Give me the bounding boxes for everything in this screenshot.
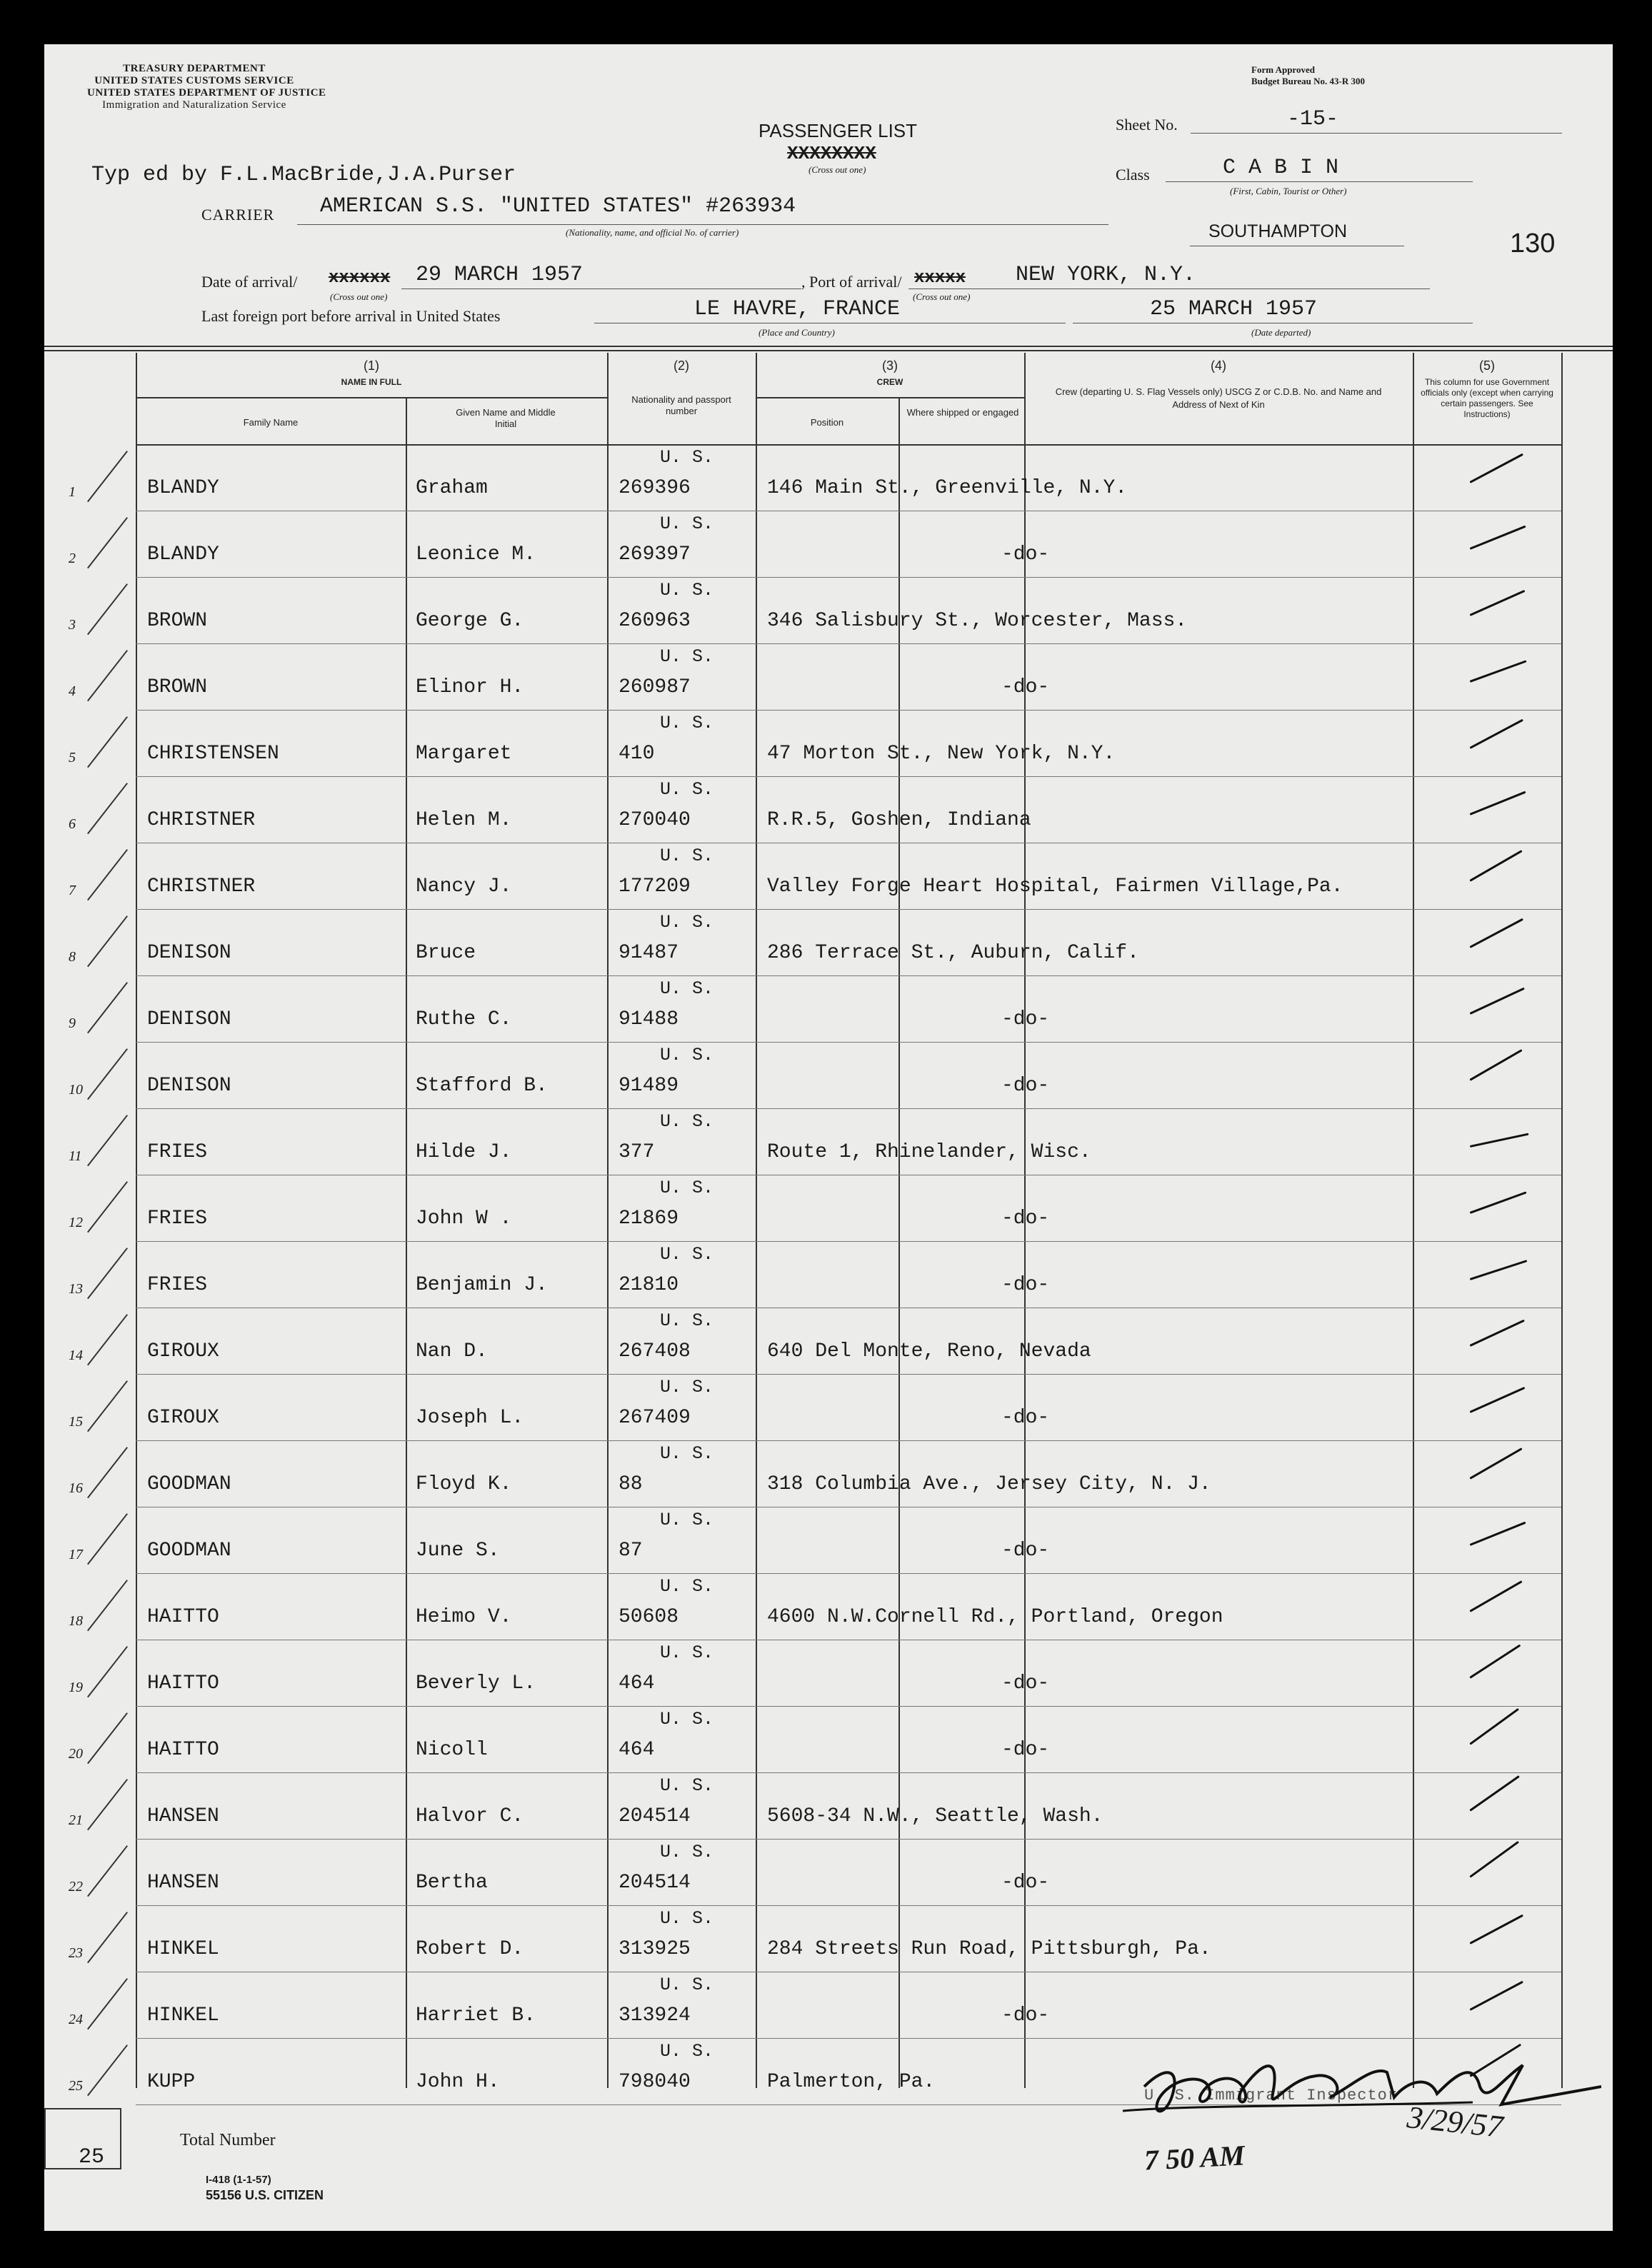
check-mark — [1469, 918, 1523, 948]
row-number: 5 — [69, 750, 76, 766]
nationality: U. S. — [660, 1709, 714, 1730]
given-name: Leonice M. — [416, 543, 536, 566]
passport-number: 91489 — [619, 1075, 679, 1097]
family-name: FRIES — [147, 1141, 208, 1163]
table-row — [44, 1176, 1613, 1243]
given-name: Bertha — [416, 1872, 488, 1894]
nationality: U. S. — [660, 1775, 714, 1796]
last-port-label: Last foreign port before arrival in United States — [201, 307, 501, 325]
address: 640 Del Monte, Reno, Nevada — [767, 1340, 1091, 1363]
row-number: 8 — [69, 949, 76, 965]
col-given-name: Given Name and Middle Initial — [456, 407, 556, 429]
inspector-signature — [1101, 2037, 1601, 2129]
class-value: C A B I N — [1223, 156, 1339, 180]
carrier-note: (Nationality, name, and official No. of carrier) — [566, 227, 739, 238]
address: -do- — [1001, 676, 1050, 698]
passport-number: 91488 — [619, 1008, 679, 1030]
given-name: Elinor H. — [416, 676, 524, 698]
passport-number: 88 — [619, 1473, 643, 1495]
row-number: 17 — [69, 1547, 83, 1562]
table-row — [44, 1243, 1613, 1309]
nationality: U. S. — [660, 580, 714, 601]
row-number: 15 — [69, 1414, 83, 1430]
table-row — [44, 778, 1613, 844]
nationality: U. S. — [660, 513, 714, 534]
given-name: June S. — [416, 1540, 500, 1562]
col-position: Position — [810, 417, 844, 428]
row-number: 7 — [69, 883, 76, 898]
passport-number: 177209 — [619, 875, 691, 898]
row-number: 1 — [69, 484, 76, 500]
table-row — [44, 1375, 1613, 1442]
crossout-note: (Cross out one) — [913, 291, 971, 302]
col1-number: (1) — [364, 358, 379, 373]
given-name: Bruce — [416, 942, 476, 964]
passport-number: 260963 — [619, 610, 691, 632]
nationality: U. S. — [660, 1244, 714, 1265]
address: -do- — [1001, 1672, 1050, 1695]
address: -do- — [1001, 1540, 1050, 1562]
row-number: 12 — [69, 1215, 83, 1230]
passport-number: 313924 — [619, 2004, 691, 2027]
nationality: U. S. — [660, 846, 714, 866]
address: -do- — [1001, 1008, 1050, 1030]
nationality: U. S. — [660, 912, 714, 933]
row-number: 23 — [69, 1945, 83, 1961]
nationality: U. S. — [660, 1045, 714, 1065]
nationality: U. S. — [660, 1178, 714, 1198]
row-number: 16 — [69, 1480, 83, 1496]
sheet-label: Sheet No. — [1116, 116, 1178, 134]
port-arrival-value: NEW YORK, N.Y. — [1016, 263, 1196, 287]
address: -do- — [1001, 1872, 1050, 1894]
carrier-value: AMERICAN S.S. "UNITED STATES" #263934 — [320, 194, 796, 219]
check-mark — [1469, 1915, 1523, 1945]
family-name: DENISON — [147, 942, 231, 964]
sheet-number: -15- — [1287, 107, 1339, 131]
row-number: 20 — [69, 1746, 83, 1762]
col2-number: (2) — [674, 358, 689, 373]
row-number: 19 — [69, 1680, 83, 1695]
table-row — [44, 1309, 1613, 1375]
passport-number: 377 — [619, 1141, 655, 1163]
col5-title: This column for use Government officials only (except when carrying certain passengers. See Instructions) — [1421, 377, 1553, 419]
nationality: U. S. — [660, 1510, 714, 1530]
address: 5608-34 N.W., Seattle, Wash. — [767, 1805, 1103, 1827]
address: 4600 N.W.Cornell Rd., Portland, Oregon — [767, 1606, 1223, 1628]
given-name: Nan D. — [416, 1340, 488, 1363]
pen-check-stroke — [87, 1646, 128, 1697]
address: Valley Forge Heart Hospital, Fairmen Village,Pa. — [767, 875, 1343, 898]
date-departed-value: 25 MARCH 1957 — [1150, 297, 1318, 321]
row-number: 6 — [69, 816, 76, 832]
given-name: Margaret — [416, 743, 512, 765]
passport-number: 269397 — [619, 543, 691, 566]
date-arrival-label: Date of arrival/ — [201, 273, 298, 291]
table-row — [44, 1840, 1613, 1907]
passport-number: 91487 — [619, 942, 679, 964]
row-number: 11 — [69, 1148, 82, 1164]
pen-check-stroke — [87, 716, 128, 768]
agency-line: UNITED STATES CUSTOMS SERVICE — [94, 75, 294, 86]
given-name: Ruthe C. — [416, 1008, 512, 1030]
check-mark — [1469, 1708, 1518, 1745]
passport-number: 798040 — [619, 2071, 691, 2093]
passport-number: 50608 — [619, 1606, 679, 1628]
address: 146 Main St., Greenville, N.Y. — [767, 477, 1128, 499]
class-note: (First, Cabin, Tourist or Other) — [1230, 186, 1347, 196]
passenger-list-form — [44, 44, 1613, 2231]
check-mark — [1469, 1387, 1525, 1413]
check-mark — [1469, 453, 1523, 483]
passport-number: 410 — [619, 743, 655, 765]
check-mark — [1469, 1981, 1523, 2011]
check-mark — [1469, 1447, 1522, 1479]
table-row — [44, 1110, 1613, 1176]
pen-check-stroke — [87, 1712, 128, 1764]
port-arrival-crossed: xxxxx — [914, 269, 966, 288]
table-row — [44, 1907, 1613, 1973]
family-name: HINKEL — [147, 2004, 219, 2027]
given-name: Nancy J. — [416, 875, 512, 898]
given-name: Stafford B. — [416, 1075, 548, 1097]
check-mark — [1470, 1133, 1529, 1148]
pen-check-stroke — [87, 1048, 128, 1100]
pen-check-stroke — [87, 1779, 128, 1830]
pen-check-stroke — [87, 1580, 128, 1631]
nationality: U. S. — [660, 2041, 714, 2062]
passport-number: 87 — [619, 1540, 643, 1562]
address: R.R.5, Goshen, Indiana — [767, 809, 1031, 831]
family-name: KUPP — [147, 2071, 196, 2093]
check-mark — [1470, 660, 1527, 682]
address: -do- — [1001, 1274, 1050, 1296]
table-row — [44, 1707, 1613, 1774]
total-label: Total Number — [180, 2131, 276, 2149]
pen-check-stroke — [87, 783, 128, 834]
date-arrival-value: 29 MARCH 1957 — [416, 263, 584, 287]
address: -do- — [1001, 1739, 1050, 1761]
table-row — [44, 1508, 1613, 1575]
family-name: HINKEL — [147, 1938, 219, 1960]
row-number: 2 — [69, 551, 76, 566]
given-name: Joseph L. — [416, 1407, 524, 1429]
col3-number: (3) — [882, 358, 898, 373]
nationality: U. S. — [660, 713, 714, 733]
pen-check-stroke — [87, 1978, 128, 2029]
family-name: HANSEN — [147, 1872, 219, 1894]
family-name: GIROUX — [147, 1407, 219, 1429]
row-number: 14 — [69, 1348, 83, 1363]
nationality: U. S. — [660, 1642, 714, 1663]
nationality: U. S. — [660, 1377, 714, 1398]
col-family-name: Family Name — [243, 417, 299, 428]
address: 286 Terrace St., Auburn, Calif. — [767, 942, 1139, 964]
check-mark — [1469, 1049, 1522, 1080]
col-where-shipped: Where shipped or engaged — [906, 407, 1019, 418]
agency-line: TREASURY DEPARTMENT — [123, 63, 266, 74]
given-name: Nicoll — [416, 1739, 488, 1761]
nationality: U. S. — [660, 447, 714, 468]
pen-check-stroke — [87, 517, 128, 568]
passport-number: 204514 — [619, 1872, 691, 1894]
passport-number: 270040 — [619, 809, 691, 831]
pen-check-stroke — [87, 2044, 128, 2096]
inspector-label: U. S. Immigrant Inspector — [1144, 2087, 1398, 2104]
budget-bureau: Budget Bureau No. 43-R 300 — [1251, 76, 1366, 86]
class-label: Class — [1116, 166, 1150, 184]
address: 47 Morton St., New York, N.Y. — [767, 743, 1116, 765]
given-name: Floyd K. — [416, 1473, 512, 1495]
address: -do- — [1001, 543, 1050, 566]
agency-line: Immigration and Naturalization Service — [102, 99, 286, 111]
row-number: 3 — [69, 617, 76, 633]
address: 346 Salisbury St., Worcester, Mass. — [767, 610, 1188, 632]
check-mark — [1469, 1320, 1524, 1347]
date-departed-note: (Date departed) — [1251, 327, 1311, 338]
given-name: John W . — [416, 1208, 512, 1230]
date-note: 3/29/57 — [1405, 2099, 1505, 2144]
check-mark — [1470, 526, 1526, 550]
family-name: GIROUX — [147, 1340, 219, 1363]
row-number: 13 — [69, 1281, 83, 1297]
nationality: U. S. — [660, 1310, 714, 1331]
passport-number: 267408 — [619, 1340, 691, 1363]
col1-title: NAME IN FULL — [341, 377, 402, 387]
table-row — [44, 910, 1613, 977]
given-name: Harriet B. — [416, 2004, 536, 2027]
check-mark — [1470, 791, 1526, 816]
family-name: BROWN — [147, 676, 208, 698]
row-number: 22 — [69, 1879, 83, 1895]
passport-number: 204514 — [619, 1805, 691, 1827]
check-mark — [1469, 1644, 1521, 1678]
total-value: 25 — [79, 2145, 105, 2169]
family-name: BLANDY — [147, 543, 219, 566]
row-number: 25 — [69, 2078, 83, 2094]
port-of-embarkation: SOUTHAMPTON — [1208, 221, 1347, 241]
pen-check-stroke — [87, 1248, 128, 1299]
row-number: 24 — [69, 2012, 83, 2027]
table-row — [44, 1442, 1613, 1508]
given-name: Robert D. — [416, 1938, 524, 1960]
family-name: CHRISTENSEN — [147, 743, 279, 765]
check-mark — [1470, 1522, 1526, 1546]
form-title: PASSENGER LIST — [759, 120, 918, 141]
pen-check-stroke — [87, 451, 128, 502]
given-name: Graham — [416, 477, 488, 499]
pen-check-stroke — [87, 1912, 128, 1963]
passport-number: 21810 — [619, 1274, 679, 1296]
given-name: Benjamin J. — [416, 1274, 548, 1296]
table-row — [44, 844, 1613, 910]
row-number: 4 — [69, 683, 76, 699]
given-name: Beverly L. — [416, 1672, 536, 1695]
table-row — [44, 1973, 1613, 2039]
passport-number: 313925 — [619, 1938, 691, 1960]
crossout-note: (Cross out one) — [330, 291, 388, 302]
carrier-label: CARRIER — [201, 206, 275, 224]
col3-title: CREW — [876, 377, 903, 387]
pen-check-stroke — [87, 1380, 128, 1432]
family-name: FRIES — [147, 1208, 208, 1230]
typed-by: Typ ed by F.L.MacBride,J.A.Purser — [91, 163, 516, 187]
address: -do- — [1001, 1407, 1050, 1429]
pen-check-stroke — [87, 915, 128, 967]
given-name: Halvor C. — [416, 1805, 524, 1827]
pen-check-stroke — [87, 1181, 128, 1233]
family-name: DENISON — [147, 1075, 231, 1097]
form-approved: Form Approved — [1251, 64, 1315, 75]
check-mark — [1469, 719, 1523, 749]
nationality: U. S. — [660, 646, 714, 667]
place-note: (Place and Country) — [759, 327, 835, 338]
family-name: CHRISTNER — [147, 875, 256, 898]
family-name: GOODMAN — [147, 1473, 231, 1495]
pen-check-stroke — [87, 1314, 128, 1365]
family-name: HAITTO — [147, 1739, 219, 1761]
col2-title: Nationality and passport number — [631, 394, 731, 416]
pen-check-stroke — [87, 1513, 128, 1565]
family-name: HAITTO — [147, 1672, 219, 1695]
table-row — [44, 1774, 1613, 1840]
pen-check-stroke — [87, 1115, 128, 1166]
check-mark — [1469, 590, 1525, 616]
table-row — [44, 512, 1613, 578]
agency-line: UNITED STATES DEPARTMENT OF JUSTICE — [87, 87, 326, 99]
check-mark — [1469, 1841, 1518, 1877]
table-row — [44, 711, 1613, 778]
family-name: DENISON — [147, 1008, 231, 1030]
table-row — [44, 977, 1613, 1043]
row-number: 9 — [69, 1015, 76, 1031]
pen-check-stroke — [87, 849, 128, 900]
page-number: 130 — [1510, 229, 1556, 259]
pen-check-stroke — [87, 583, 128, 635]
passport-number: 267409 — [619, 1407, 691, 1429]
table-row — [44, 1043, 1613, 1110]
address: -do- — [1001, 2004, 1050, 2027]
pen-check-stroke — [87, 650, 128, 701]
address: 284 Streets Run Road, Pittsburgh, Pa. — [767, 1938, 1211, 1960]
table-row — [44, 446, 1613, 512]
check-mark — [1469, 850, 1522, 881]
address: Palmerton, Pa. — [767, 2071, 936, 2093]
nationality: U. S. — [660, 1908, 714, 1929]
table-row — [44, 1641, 1613, 1707]
row-number: 10 — [69, 1082, 83, 1098]
form-code-2: 55156 U.S. CITIZEN — [206, 2188, 324, 2202]
family-name: HAITTO — [147, 1606, 219, 1628]
family-name: BROWN — [147, 610, 208, 632]
passport-number: 260987 — [619, 676, 691, 698]
given-name: Hilde J. — [416, 1141, 512, 1163]
table-row — [44, 645, 1613, 711]
title-crossed-out: XXXXXXXX — [787, 143, 876, 164]
address: -do- — [1001, 1208, 1050, 1230]
check-mark — [1469, 1775, 1519, 1811]
passport-number: 464 — [619, 1672, 655, 1695]
passport-number: 269396 — [619, 477, 691, 499]
table-row — [44, 578, 1613, 645]
nationality: U. S. — [660, 1842, 714, 1862]
agency-header — [87, 63, 326, 111]
given-name: Heimo V. — [416, 1606, 512, 1628]
nationality: U. S. — [660, 779, 714, 800]
nationality: U. S. — [660, 1443, 714, 1464]
address: -do- — [1001, 1075, 1050, 1097]
given-name: George G. — [416, 610, 524, 632]
family-name: CHRISTNER — [147, 809, 256, 831]
pen-check-stroke — [87, 1447, 128, 1498]
family-name: HANSEN — [147, 1805, 219, 1827]
col5-number: (5) — [1479, 358, 1495, 373]
col4-number: (4) — [1211, 358, 1226, 373]
address: Route 1, Rhinelander, Wisc. — [767, 1141, 1091, 1163]
pen-check-stroke — [87, 1845, 128, 1897]
address: 318 Columbia Ave., Jersey City, N. J. — [767, 1473, 1211, 1495]
passport-number: 464 — [619, 1739, 655, 1761]
pen-check-stroke — [87, 982, 128, 1033]
nationality: U. S. — [660, 1111, 714, 1132]
family-name: BLANDY — [147, 477, 219, 499]
nationality: U. S. — [660, 1975, 714, 1995]
given-name: Helen M. — [416, 809, 512, 831]
nationality: U. S. — [660, 1576, 714, 1597]
nationality: U. S. — [660, 978, 714, 999]
row-number: 18 — [69, 1613, 83, 1629]
col4-title: Crew (departing U. S. Flag Vessels only) USCG Z or C.D.B. No. and Name and Address of Next of Kin — [1055, 386, 1382, 410]
last-port-value: LE HAVRE, FRANCE — [694, 297, 901, 321]
port-arrival-label: , Port of arrival/ — [801, 273, 902, 291]
date-arrival-crossed: xxxxxx — [329, 269, 391, 288]
time-note: 7 50 AM — [1143, 2139, 1246, 2177]
check-mark — [1469, 988, 1524, 1015]
passport-number: 21869 — [619, 1208, 679, 1230]
family-name: FRIES — [147, 1274, 208, 1296]
check-mark — [1470, 1191, 1527, 1213]
family-name: GOODMAN — [147, 1540, 231, 1562]
form-code: I-418 (1-1-57) — [206, 2174, 271, 2186]
title-note: (Cross out one) — [809, 164, 866, 175]
check-mark — [1469, 1580, 1522, 1612]
check-mark — [1470, 1260, 1528, 1280]
row-number: 21 — [69, 1812, 83, 1828]
given-name: John H. — [416, 2071, 500, 2093]
table-row — [44, 1575, 1613, 1641]
